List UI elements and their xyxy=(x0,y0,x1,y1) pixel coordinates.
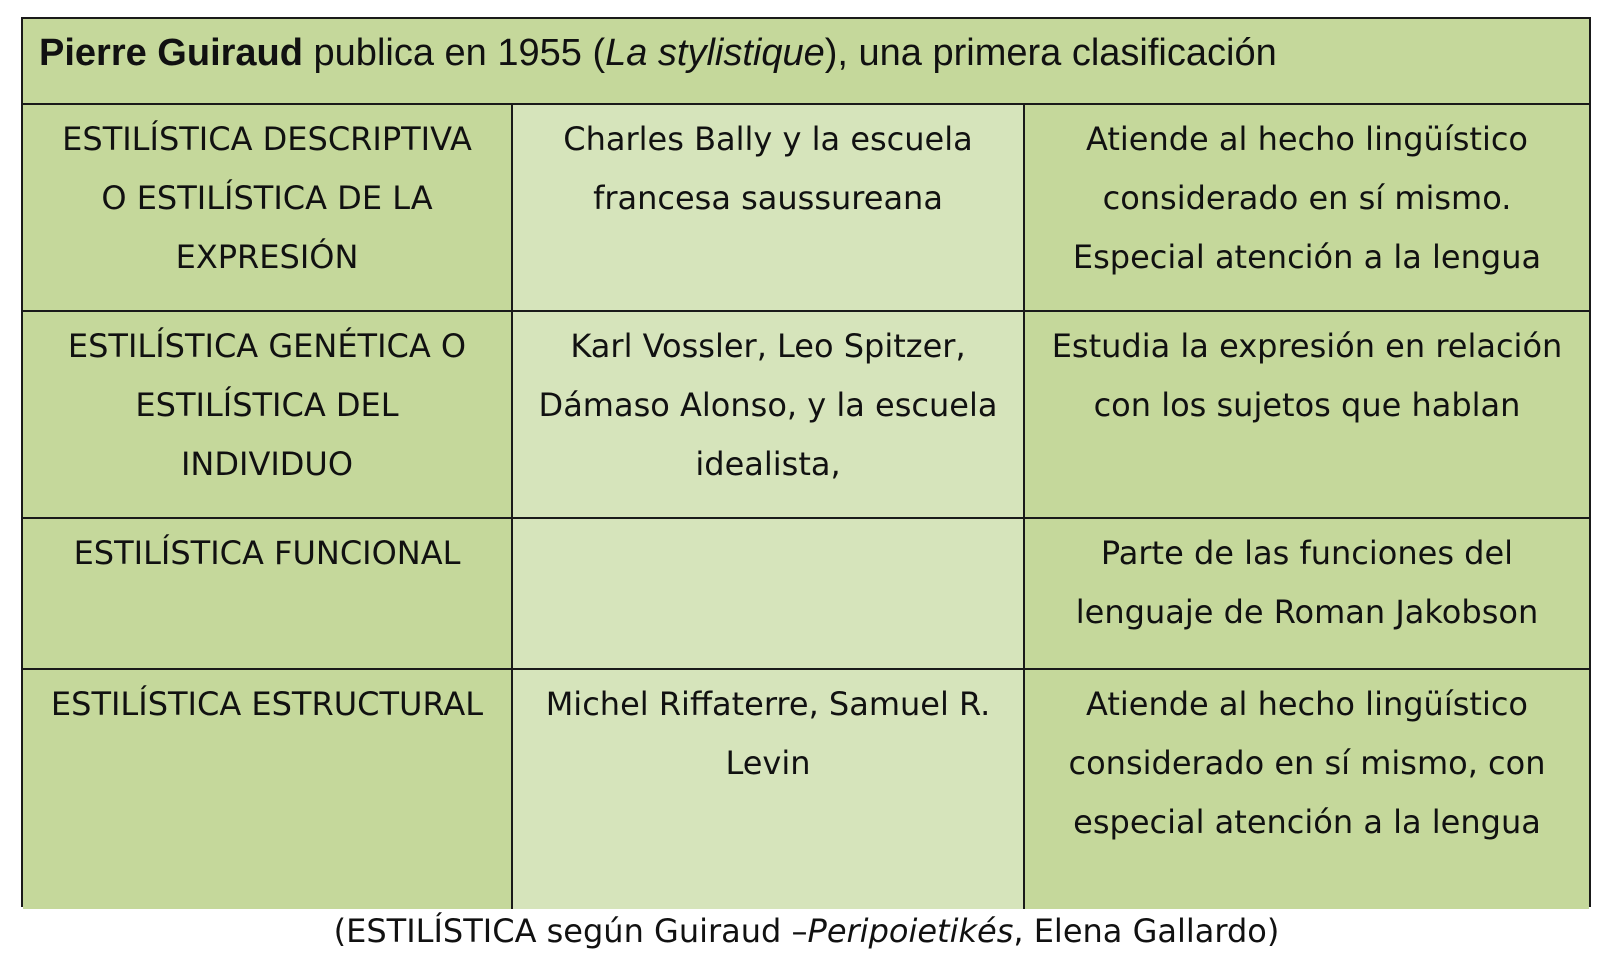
header-book-title: La stylistique xyxy=(605,32,825,74)
category-cell xyxy=(23,105,513,310)
category-cell xyxy=(23,312,513,517)
description-line: Parte de las funciones del xyxy=(1100,534,1514,572)
category-line: ESTILÍSTICA GENÉTICA O xyxy=(67,327,467,365)
authors-cell xyxy=(513,312,1025,517)
authors-line: idealista, xyxy=(695,445,841,483)
caption-after: , Elena Gallardo) xyxy=(1013,912,1280,950)
category-line: EXPRESIÓN xyxy=(175,238,359,276)
authors-line: Karl Vossler, Leo Spitzer, xyxy=(570,327,966,365)
category-cell xyxy=(23,519,513,668)
table-header xyxy=(23,19,1589,105)
classification-table xyxy=(21,17,1591,907)
category-line: ESTILÍSTICA ESTRUCTURAL xyxy=(50,685,484,723)
description-line: considerado en sí mismo. xyxy=(1102,179,1512,217)
caption-before: (ESTILÍSTICA según Guiraud – xyxy=(333,912,808,950)
table-body xyxy=(23,105,1589,905)
description-line: Especial atención a la lengua xyxy=(1072,238,1542,276)
header-author: Pierre Guiraud xyxy=(39,32,303,74)
authors-cell xyxy=(513,670,1025,909)
table-row xyxy=(23,105,1589,312)
table-row xyxy=(23,519,1589,670)
category-line: O ESTILÍSTICA DE LA xyxy=(101,179,433,217)
header-text-after: ), una primera clasificación xyxy=(824,32,1277,74)
description-cell xyxy=(1025,519,1589,668)
authors-line: Dámaso Alonso, y la escuela xyxy=(538,386,998,424)
authors-cell xyxy=(513,105,1025,310)
caption-italic: Peripoietikés xyxy=(807,912,1014,950)
description-line: Atiende al hecho lingüístico xyxy=(1086,120,1528,158)
table-caption xyxy=(0,907,1613,955)
description-cell xyxy=(1025,312,1589,517)
category-line: ESTILÍSTICA FUNCIONAL xyxy=(73,534,461,572)
header-text-before: publica en 1955 ( xyxy=(302,32,606,74)
authors-line: francesa saussureana xyxy=(593,179,943,217)
table-row xyxy=(23,670,1589,909)
category-line: ESTILÍSTICA DEL xyxy=(135,386,399,424)
description-line: con los sujetos que hablan xyxy=(1093,386,1521,424)
category-line: ESTILÍSTICA DESCRIPTIVA xyxy=(62,120,472,158)
description-line: Atiende al hecho lingüístico xyxy=(1086,685,1528,723)
description-line: especial atención a la lengua xyxy=(1073,803,1541,841)
description-cell xyxy=(1025,670,1589,909)
authors-line: Charles Bally y la escuela xyxy=(563,120,973,158)
description-line: considerado en sí mismo, con xyxy=(1068,744,1546,782)
description-line: Estudia la expresión en relación xyxy=(1051,327,1563,365)
category-cell xyxy=(23,670,513,909)
description-cell xyxy=(1025,105,1589,310)
table-row xyxy=(23,312,1589,519)
authors-cell xyxy=(513,519,1025,668)
category-line: INDIVIDUO xyxy=(180,445,354,483)
authors-line: Michel Riffaterre, Samuel R. xyxy=(545,685,991,723)
authors-line: Levin xyxy=(725,744,811,782)
description-line: lenguaje de Roman Jakobson xyxy=(1075,593,1539,631)
